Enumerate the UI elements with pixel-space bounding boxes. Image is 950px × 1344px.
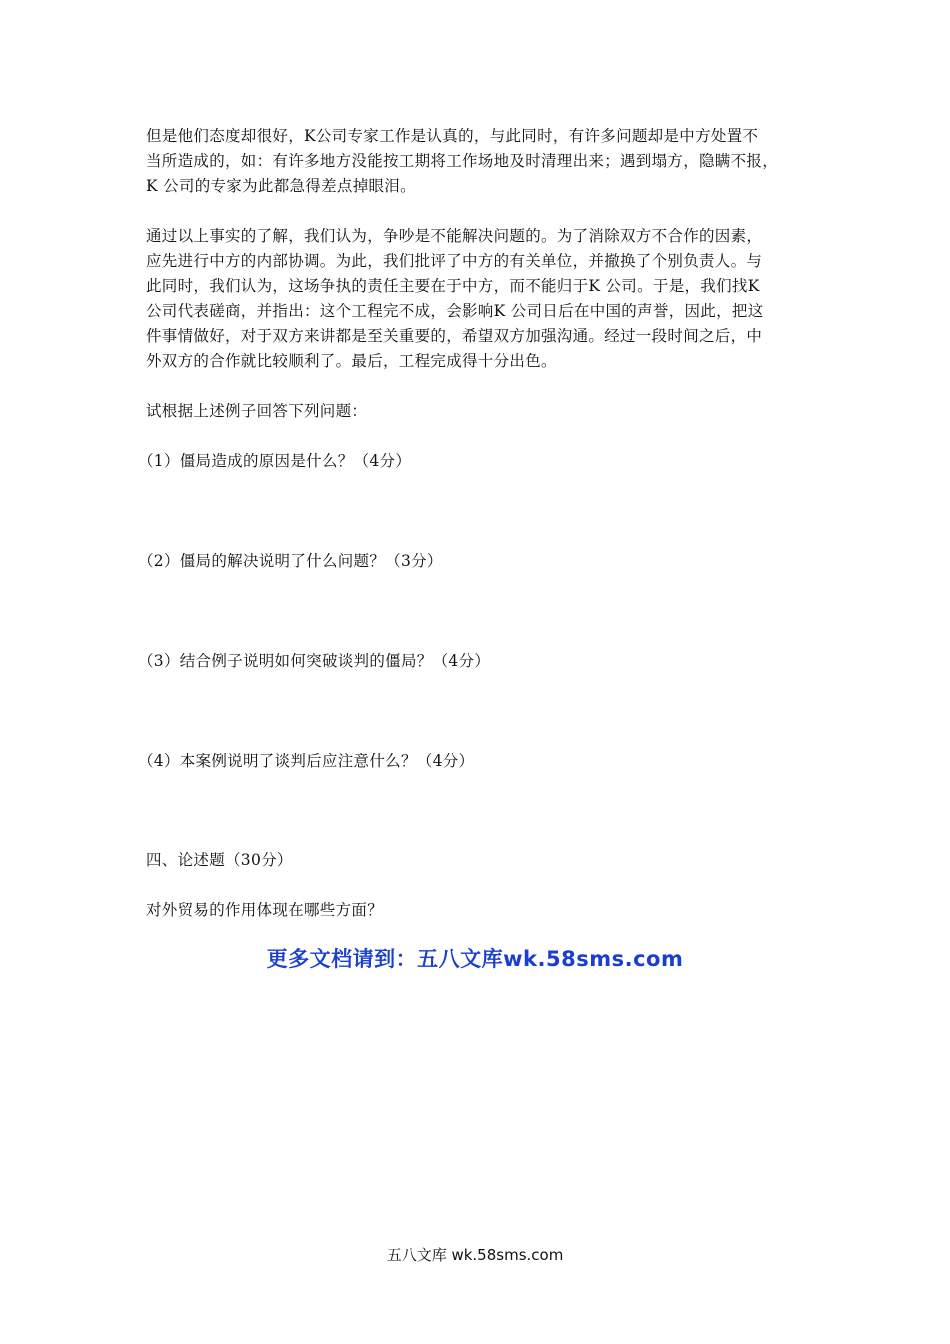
question-2: （2）僵局的解决说明了什么问题？（3分）	[138, 552, 443, 570]
paragraph-1	[146, 124, 806, 199]
section-heading: 四、论述题（30分）	[146, 851, 293, 869]
paragraph-line: K 公司的专家为此都急得差点掉眼泪。	[146, 177, 416, 195]
paragraph-line: 应先进行中方的内部协调。为此，我们批评了中方的有关单位，并撤换了个别负责人。与	[146, 252, 763, 270]
paragraph-line: 当所造成的，如：有许多地方没能按工期将工作场地及时清理出来；遇到塌方，隐瞒不报，	[146, 152, 779, 170]
paragraph-line: 外双方的合作就比较顺利了。最后，工程完成得十分出色。	[146, 352, 557, 370]
paragraph-line: 但是他们态度却很好，K公司专家工作是认真的，与此同时，有许多问题却是中方处置不	[146, 127, 759, 145]
question-prompt: 试根据上述例子回答下列问题：	[146, 402, 368, 420]
question-3: （3）结合例子说明如何突破谈判的僵局？（4分）	[138, 652, 491, 670]
paragraph-line: 通过以上事实的了解，我们认为，争吵是不能解决问题的。为了消除双方不合作的因素，	[146, 227, 763, 245]
paragraph-2	[146, 224, 806, 374]
question-1: （1）僵局造成的原因是什么？（4分）	[138, 452, 412, 470]
paragraph-line: 公司代表磋商，并指出：这个工程完不成，会影响K 公司日后在中国的声誉，因此，把这	[146, 302, 764, 320]
essay-question: 对外贸易的作用体现在哪些方面？	[146, 901, 384, 919]
promo-link[interactable]: 更多文档请到：五八文库wk.58sms.com	[266, 947, 684, 971]
question-4: （4）本案例说明了谈判后应注意什么？（4分）	[138, 752, 475, 770]
page-footer: 五八文库 wk.58sms.com	[386, 1246, 564, 1264]
paragraph-line: 件事情做好，对于双方来讲都是至关重要的，希望双方加强沟通。经过一段时间之后，中	[146, 327, 763, 345]
paragraph-line: 此同时，我们认为，这场争执的责任主要在于中方，而不能归于K 公司。于是，我们找K	[146, 277, 760, 295]
